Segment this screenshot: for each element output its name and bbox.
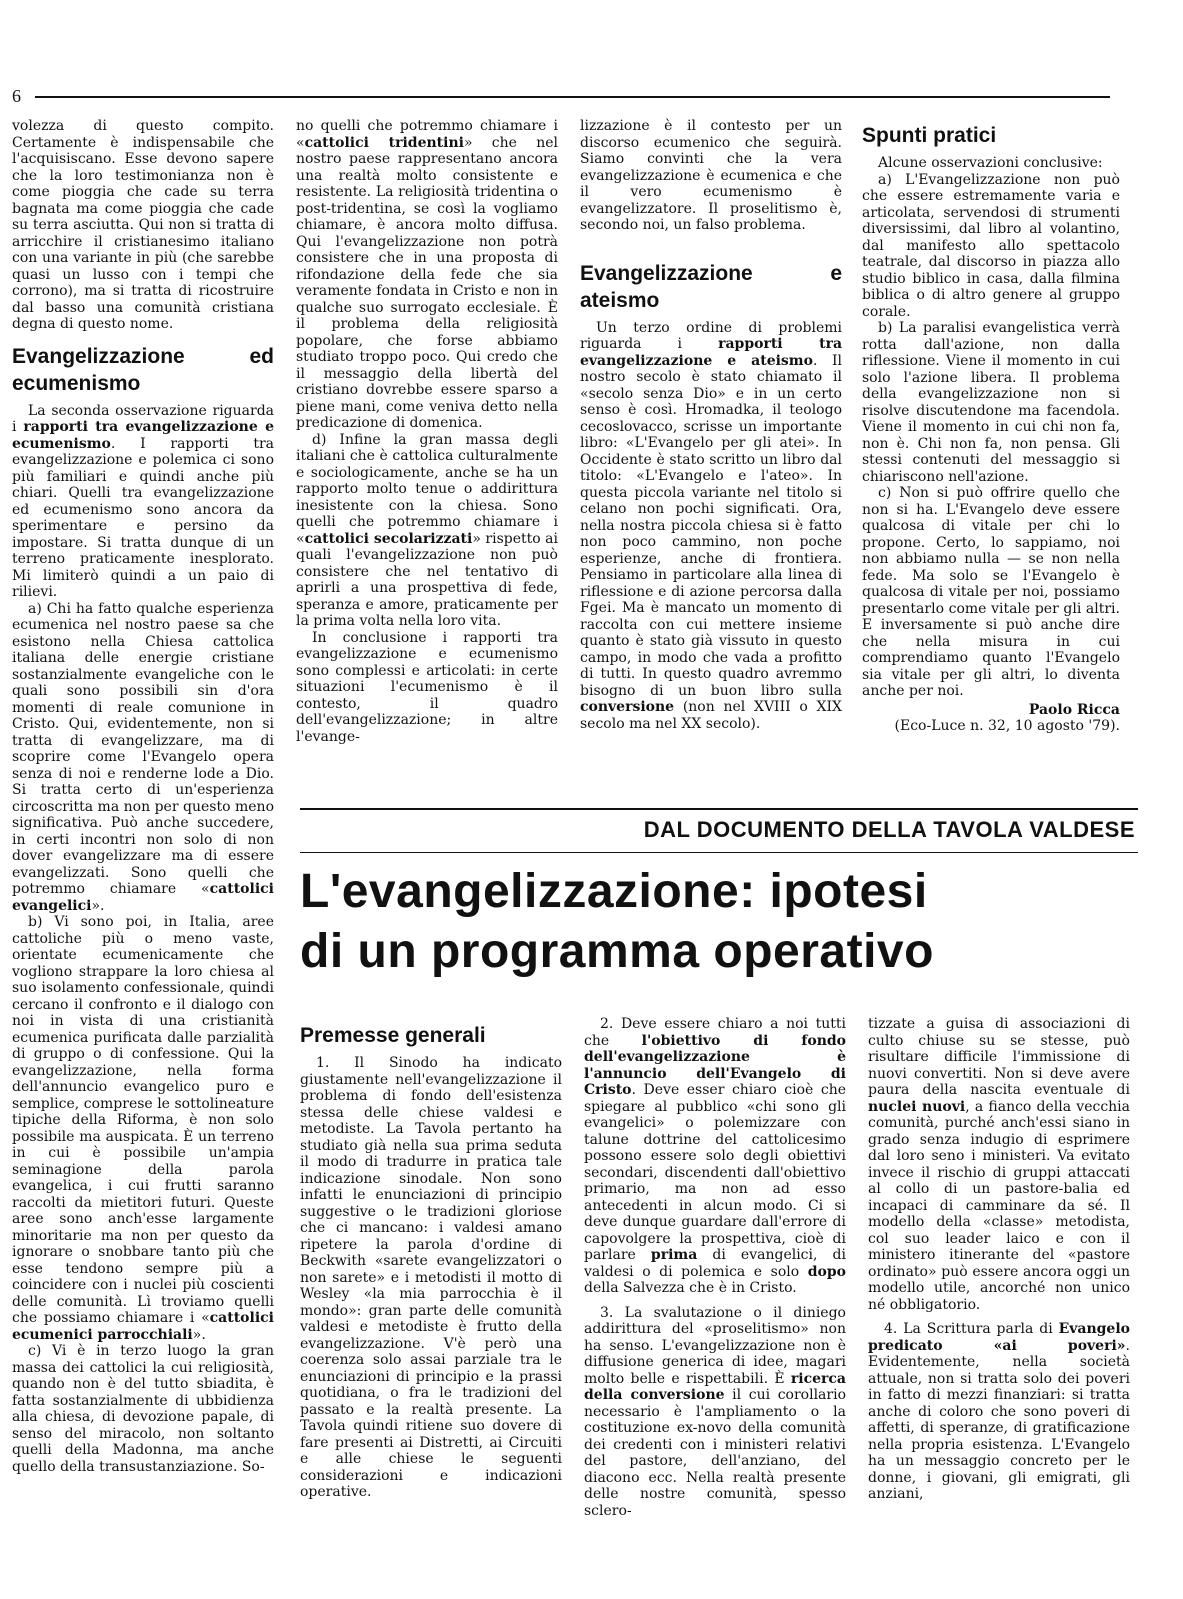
paragraph: d) Infine la gran massa degli italiani che è cattolica culturalmente e sociologicamente, anche se ha un rapporto molto tenue o addirittura inesistente con la chiesa. Sono quelli che potremmo chiamare i «cattolici secolarizzati» rispetto ai quali l'evangelizzazione non può consistere che nel tentativo di aprirli a una prospettiva di fede, speranza e amore, praticamente per la prima volta nella loro vita. (296, 431, 558, 629)
column-2 (296, 118, 558, 745)
paragraph: Alcune osservazioni conclusive: (878, 155, 1103, 171)
section-heading-ateismo: Evangelizzazione e ateismo (580, 261, 842, 312)
paragraph: 4. La Scrittura parla di Evangelo predicato «ai poveri». Evidentemente, nella società attuale, non si tratta solo dei poveri in fatto di mezzi finanziari: si tratta anche di coloro che sono poveri di affetti, di speranze, di gratificazione nella propria esistenza. L'Evangelo ha un messaggio concreto per le donne, i giovani, gli emigrati, gli anziani, (868, 1321, 1130, 1502)
paragraph: In conclusione i rapporti tra evangelizzazione e ecumenismo sono complessi e articolati: in certe situazioni l'ecumenismo è il contesto, il quadro dell'evangelizzazione; in altre l'evange- (296, 629, 558, 745)
column-3 (580, 118, 842, 732)
section-heading-spunti: Spunti pratici (862, 124, 997, 147)
paragraph: tizzate a guisa di associazioni di culto chiuse su se stesse, può risultare difficile l'immissione di nuovi convertiti. Non si deve avere paura della nascita eventuale di nuclei nuovi, a fianco della vecchia comunità, purché anch'essi siano in grado senza indugio di esprimere dal loro seno i ministeri. Va evitato invece il rischio di gruppi attaccati al collo di un pastore-balia ed incapaci di camminare da sé. Il modello della «classe» metodista, col suo leader laico e con il ministero itinerante del «pastore ordinato» può essere ancora oggi un modello utile, ancorché non unico né obbligatorio. (868, 1016, 1130, 1313)
section-heading-premesse: Premesse generali (300, 1024, 486, 1047)
paragraph: c) Vi è in terzo luogo la gran massa dei cattolici la cui religiosità, quando non è del tutto sbiadita, è fatta sostanzialmente di ubbidienza alla chiesa, di devozione papale, di senso del miracolo, non soltanto quelli della Madonna, ma anche quello della transustanziazione. So- (12, 1343, 274, 1475)
paragraph: b) La paralisi evangelistica verrà rotta dall'azione, non dalla riflessione. Viene il momento in cui solo l'azione libera. Il problema della evangelizzazione non si risolve discutendone ma facendola. Viene il momento in cui chi non fa, non è. Chi non fa, non pensa. Gli stessi contenuti del messaggio si chiariscono nell'azione. (862, 320, 1120, 485)
headline-line-2: di un programma operativo (300, 925, 934, 978)
paragraph: 2. Deve essere chiaro a noi tutti che l'obiettivo di fondo dell'evangelizzazione è l'annuncio dell'Evangelo di Cristo. Deve esser chiaro cioè che spiegare al pubblico «chi sono gli evangelici» o polemizzare con talune dottrine del cattolicesimo possono essere solo degli obiettivi secondari, discendenti dall'obiettivo primario, ma non ad esso antecedenti in alcun modo. Ci si deve dunque guardare dall'errore di capovolgere la prospettiva, cioè di parlare prima di evangelici, di valdesi o di polemica e solo dopo della Salvezza che è in Cristo. (584, 1016, 847, 1296)
paragraph: 1. Il Sinodo ha indicato giustamente nell'evangelizzazione il problema di fondo dell'esistenza stessa delle chiese valdesi e metodiste. La Tavola pertanto ha studiato già nella sua prima seduta il modo di tradurre in pratica tale indicazione sinodale. Non sono infatti le enunciazioni di principio suggestive o le tradizioni gloriose che ci mancano: i valdesi amano ripetere la parola d'ordine di Beckwith «sarete evangelizzatori o non sarete» e i metodisti il motto di Wesley «la mia parrocchia è il mondo»: gran parte delle comunità valdesi e metodiste è frutto della evangelizzazione. V'è però una coerenza solo assai parziale tra le enunciazioni di principio e la prassi quotidiana, o fra le tradizioni del passato e la realtà presente. La Tavola quindi ritiene suo dovere di fare presenti ai Distretti, ai Circuiti e alle chiese le seguenti considerazioni e indicazioni operative. (300, 1055, 562, 1500)
section-divider (300, 808, 1138, 810)
article-headline (300, 862, 1140, 982)
page-number: 6 (12, 86, 21, 106)
kicker-rule (300, 852, 1138, 853)
paragraph: b) Vi sono poi, in Italia, aree cattoliche più o meno vaste, orientate ecumenicamente che vogliono strappare la loro chiesa al suo isolamento confessionale, quindi cercano il confronto e il dialogo con noi in vista di una cristianità ecumenica purificata dalle parzialità di gruppo o di confessione. Qui la evangelizzazione, nella forma dell'annuncio evangelico puro e semplice, comprese le sottolineature tipiche della Riforma, è non solo possibile ma auspicata. È un terreno in cui è possibile un'ampia seminagione della parola evangelica, i cui frutti saranno raccolti da mietitori futuri. Queste aree sono anch'esse largamente minoritarie ma non per questo da ignorare o snobbare tanto più che esse tendono sempre più a coincidere con i nuclei più coscienti delle comunità. Lì troviamo quelli che possiamo chiamare i «cattolici ecumenici parrocchiali». (12, 914, 274, 1343)
article-kicker: DAL DOCUMENTO DELLA TAVOLA VALDESE (643, 817, 1135, 842)
paragraph: 3. La svalutazione o il diniego addirittura del «proselitismo» non ha senso. L'evangelizzazione non è diffusione generica di idee, magari molto belle e rispettabili. È ricerca della conversione il cui corollario necessario è l'ampliamento o la costituzione ex-novo della comunità dei credenti con i ministeri relativi del pastore, dell'anziano, del diacono ecc. Nella realtà presente delle nostre comunità, spesso sclero- (584, 1304, 846, 1519)
paragraph: Un terzo ordine di problemi riguarda i rapporti tra evangelizzazione e ateismo. Il nostro secolo è stato chiamato il «secolo senza Dio» e in un certo senso è così. Hromadka, il teologo cecoslovacco, scrisse un importante libro: «L'Evangelo per gli atei». In Occidente è stato scritto un libro dal titolo: «L'Evangelo e l'ateo». In questa piccola variante nel titolo si celano non pochi significati. Ora, nella nostra piccola chiesa si è fatto non poco cammino, non poche esperienze, anche di frontiera. Pensiamo in particolare alla linea di riflessione e di azione percorsa dalla Fgei. Ma è mancato un momento di raccolta con cui mettere insieme quanto è stato già vissuto in questo campo, in modo che vada a profitto di tutti. In questo quadro avremmo bisogno di un buon libro sulla conversione (non nel XVIII o XIX secolo ma nel XX secolo). (580, 319, 843, 732)
column-7 (868, 1016, 1130, 1503)
paragraph: no quelli che potremmo chiamare i «cattolici tridentini» che nel nostro paese rappresentano ancora una realtà molto consistente e resistente. La religiosità tridentina o post-tridentina, se così la vogliamo chiamare, è ancora molto diffusa. Qui l'evangelizzazione non potrà consistere che in una proposta di rifondazione della fede che sia veramente fondata in Cristo e non in qualche suo surrogato ecclesiale. È il problema della religiosità popolare, che forse abbiamo studiato troppo poco. Qui credo che il messaggio della libertà del cristiano dovrebbe essere sparso a piene mani, come veniva detto nella predicazione di domenica. (296, 118, 558, 431)
column-1 (12, 118, 274, 1475)
source-citation: (Eco-Luce n. 32, 10 agosto '79). (894, 718, 1120, 734)
column-6 (584, 1016, 846, 1519)
column-4 (862, 118, 1120, 735)
headline-line-1: L'evangelizzazione: ipotesi (300, 865, 928, 918)
paragraph: c) Non si può offrire quello che non si ha. L'Evangelo deve essere qualcosa di vitale per chi lo propone. Certo, lo sappiamo, noi non abbiamo nulla — se non nella fede. Ma solo se l'Evangelo è qualcosa di vitale per noi, possiamo presentarlo come vitale per gli altri. E inversamente si può anche dire che nella misura in cui comprendiamo quanto l'Evangelo sia vitale per gli altri, lo diventa anche per noi. (862, 485, 1120, 699)
paragraph: a) L'Evangelizzazione non può che essere estremamente varia e articolata, servendosi di strumenti diversissimi, dal libro al volantino, dal manifesto allo spettacolo teatrale, dal discorso in piazza allo studio biblico in casa, dalla filmina biblica o di altro genere al gruppo corale. (862, 171, 1120, 320)
paragraph: a) Chi ha fatto qualche esperienza ecumenica nel nostro paese sa che esistono nella Chiesa cattolica italiana delle energie cristiane sostanzialmente evangeliche con le quali sono possibili sin d'ora momenti di reale comunione in Cristo. Qui, evidentemente, non si tratta di evangelizzare, ma di scoprire come l'Evangelo opera senza di noi e renderne lode a Dio. Si tratta certo di un'esperienza circoscritta ma non per questo meno significativa. Può anche succedere, in certi incontri non solo di non dover evangelizzare ma di essere evangelizzati. Sono quelli che potremmo chiamare «cattolici evangelici». (12, 600, 274, 914)
paragraph: La seconda osservazione riguarda i rapporti tra evangelizzazione e ecumenismo. I rapporti tra evangelizzazione e polemica ci sono più familiari e quindi anche più chiari. Quelli tra evangelizzazione ed ecumenismo sono ancora da sperimentare e persino da impostare. Si tratta dunque di un terreno praticamente inesplorato. Mi limiterò quindi a un paio di rilievi. (12, 402, 274, 600)
top-rule (35, 96, 1110, 98)
author-signature: Paolo Ricca (1028, 701, 1120, 718)
paragraph: volezza di questo compito. Certamente è indispensabile che l'acquisiscano. Esse devono sapere che la loro testimonianza non è come pioggia che cade su terra bagnata ma come pioggia che cade su terra asciutta. Qui non si tratta di arricchire il cristianesimo italiano con una variante in più (che sarebbe quasi un lusso con i tempi che corrono), ma si tratta di ricostruire dal basso una comunità cristiana degna di questo nome. (12, 118, 274, 332)
section-heading-ecumenismo: Evangelizzazione ed ecumenismo (12, 344, 274, 395)
column-5 (300, 1016, 562, 1501)
paragraph: lizzazione è il contesto per un discorso ecumenico che seguirà. Siamo convinti che la vera evangelizzazione è ecumenica e che il vero ecumenismo è evangelizzatore. Il proselitismo è, secondo noi, un falso problema. (580, 118, 842, 233)
